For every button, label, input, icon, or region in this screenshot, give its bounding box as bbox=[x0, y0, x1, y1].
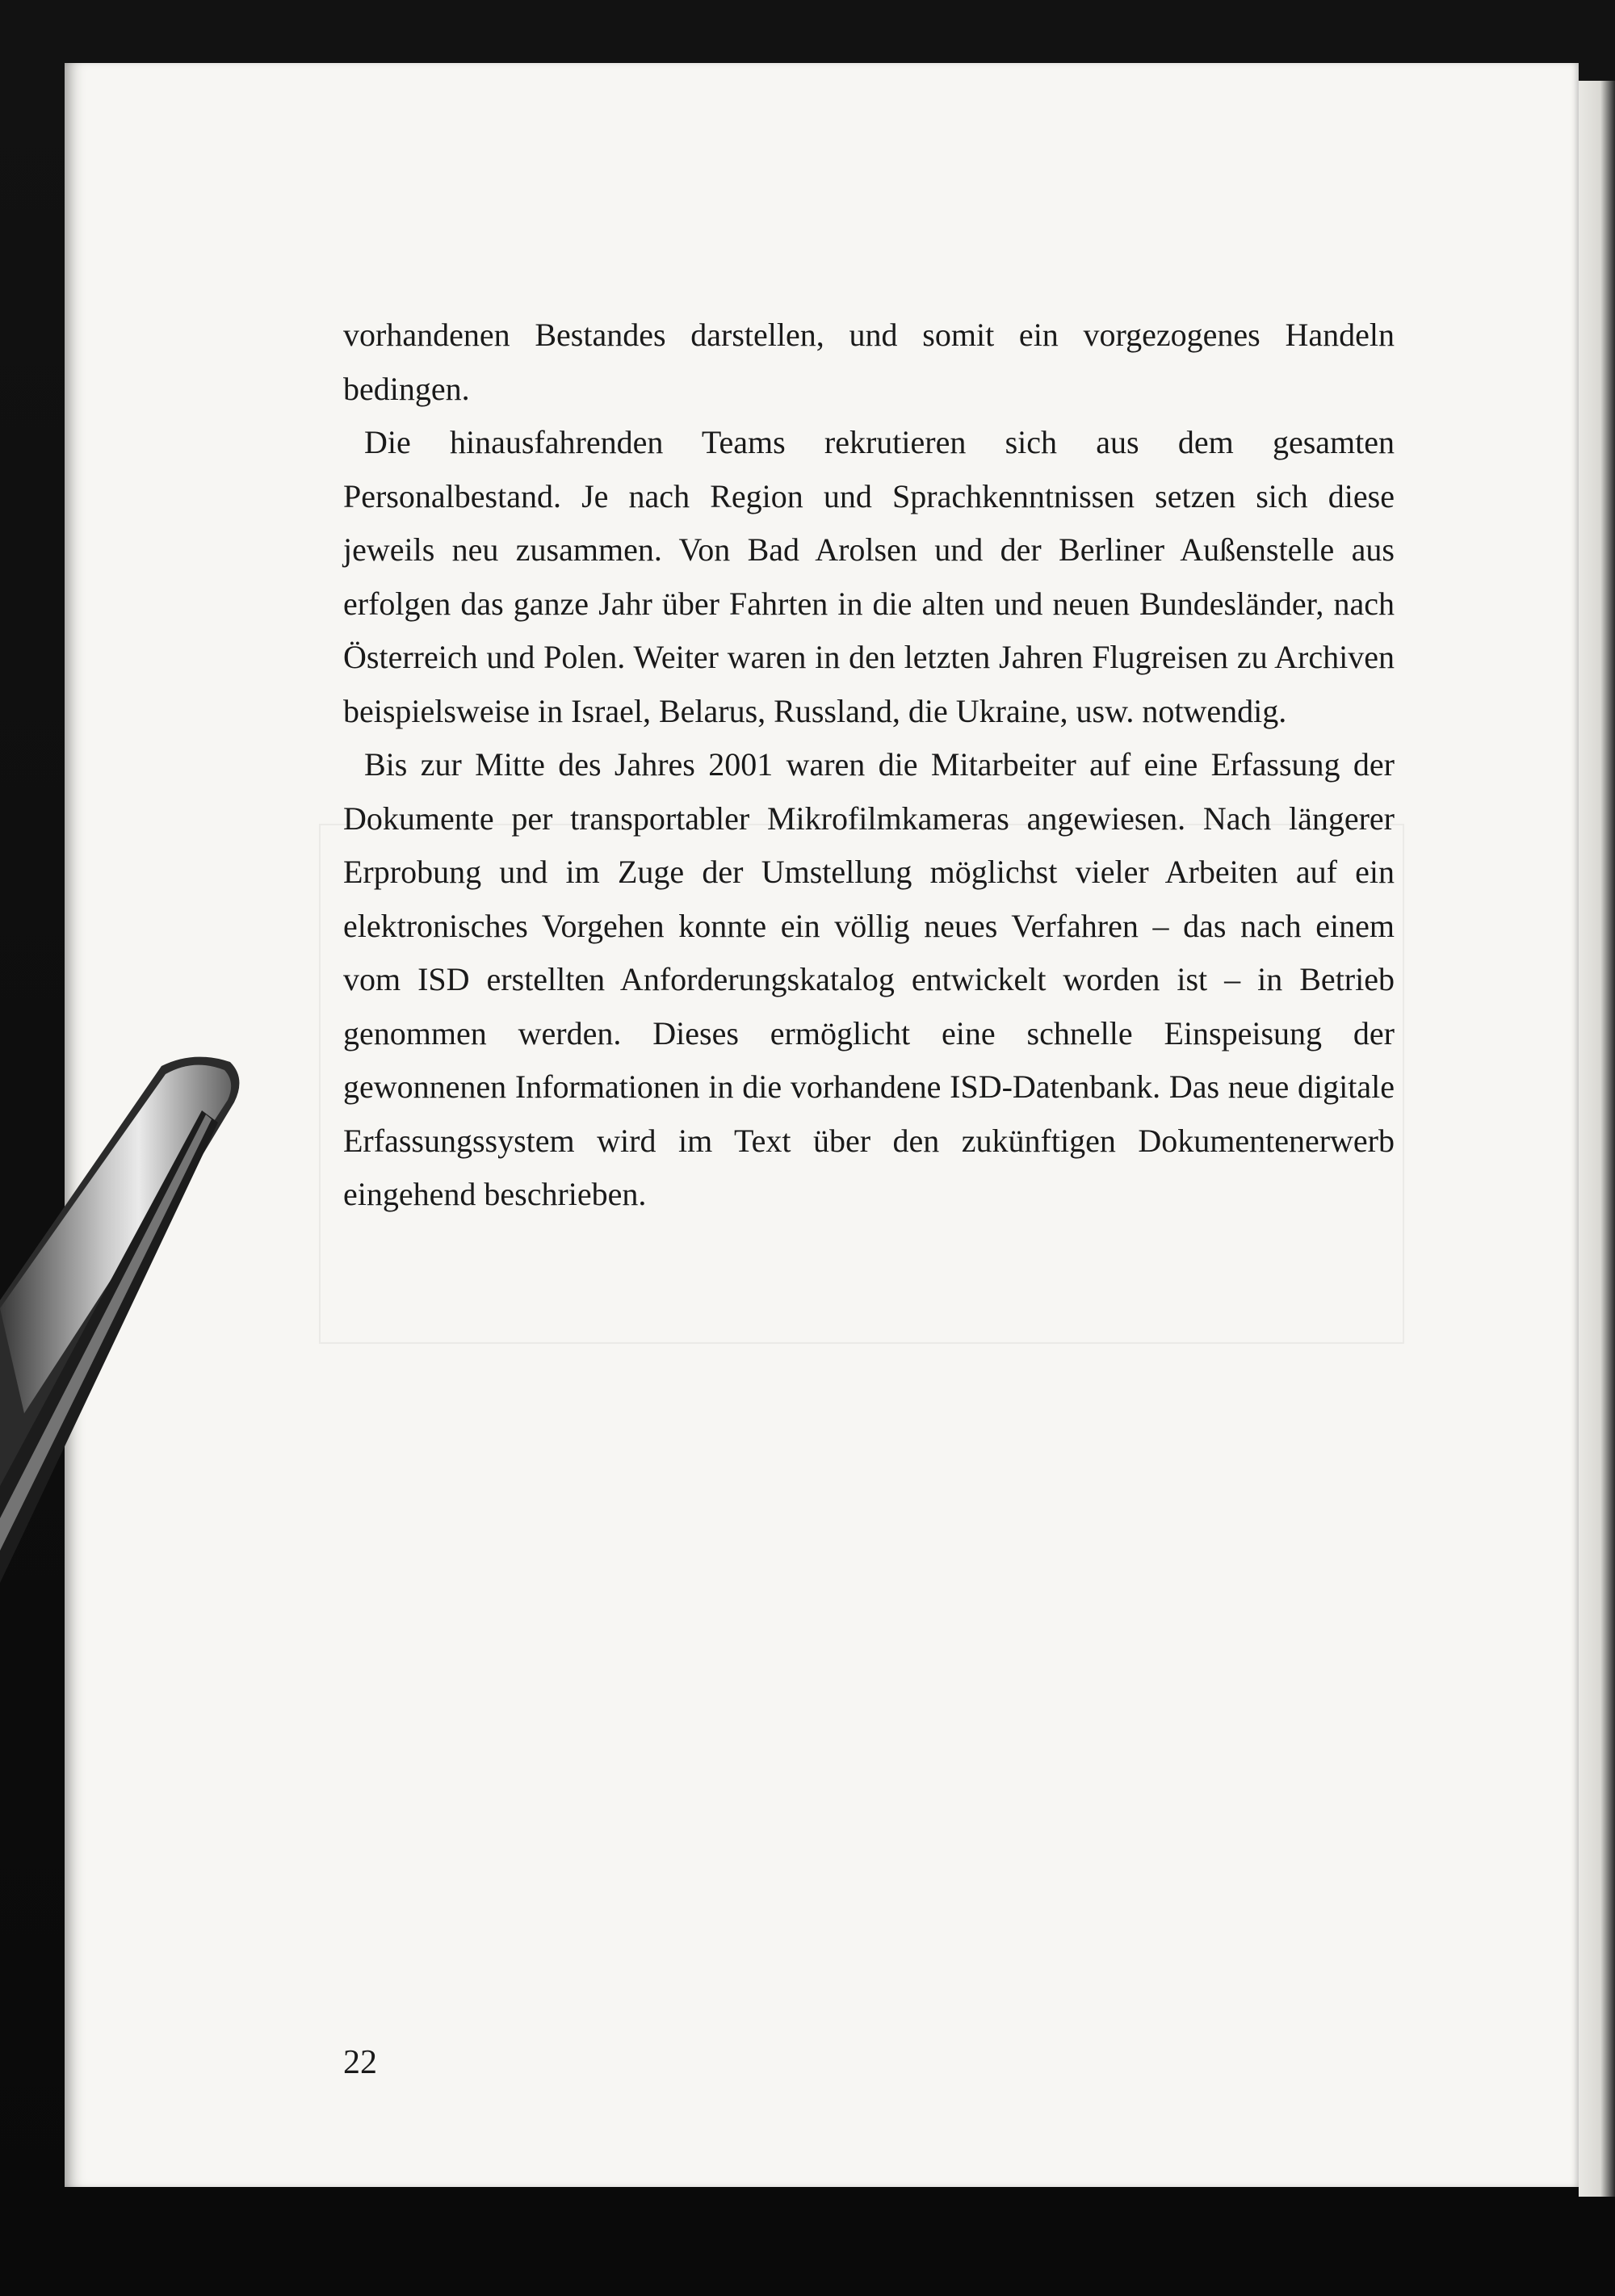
page-number: 22 bbox=[343, 2044, 377, 2081]
paragraph-digital-capture: Bis zur Mitte des Jahres 2001 waren die Mitarbeiter auf eine Erfassung der Dokumente per transportabler Mikrofilmkameras angewiesen. Nach längerer Erprobung und im Zuge der Umstellung möglichst vieler Arbeiten auf ein elektronisches Vorgehen konnte ein völlig neues Verfahren – das nach einem vom ISD erstellten Anforderungskatalog entwickelt worden ist – in Betrieb genommen werden. Dieses ermöglicht eine schnelle Einspeisung der gewonnenen Informationen in die vorhandene ISD-Datenbank. Das neue digitale Erfassungssystem wird im Text über den zukünftigen Dokumentenerwerb eingehend beschrieben. bbox=[343, 746, 1395, 1212]
body-text bbox=[343, 309, 1395, 1222]
next-page-edge bbox=[1579, 81, 1615, 2197]
paragraph-continued: vorhandenen Bestandes darstellen, und somit ein vorgezogenes Handeln bedingen. bbox=[343, 317, 1395, 407]
paragraph-teams: Die hinausfahrenden Teams rekrutieren sich aus dem gesamten Personalbestand. Je nach Region und Sprachkenntnissen setzen sich diese jeweils neu zusammen. Von Bad Arolsen und der Berliner Außenstelle aus erfolgen das ganze Jahr über Fahrten in die alten und neuen Bundesländer, nach Österreich und Polen. Weiter waren in den letzten Jahren Flugreisen zu Archiven beispielsweise in Israel, Belarus, Russland, die Ukraine, usw. notwendig. bbox=[343, 424, 1395, 729]
